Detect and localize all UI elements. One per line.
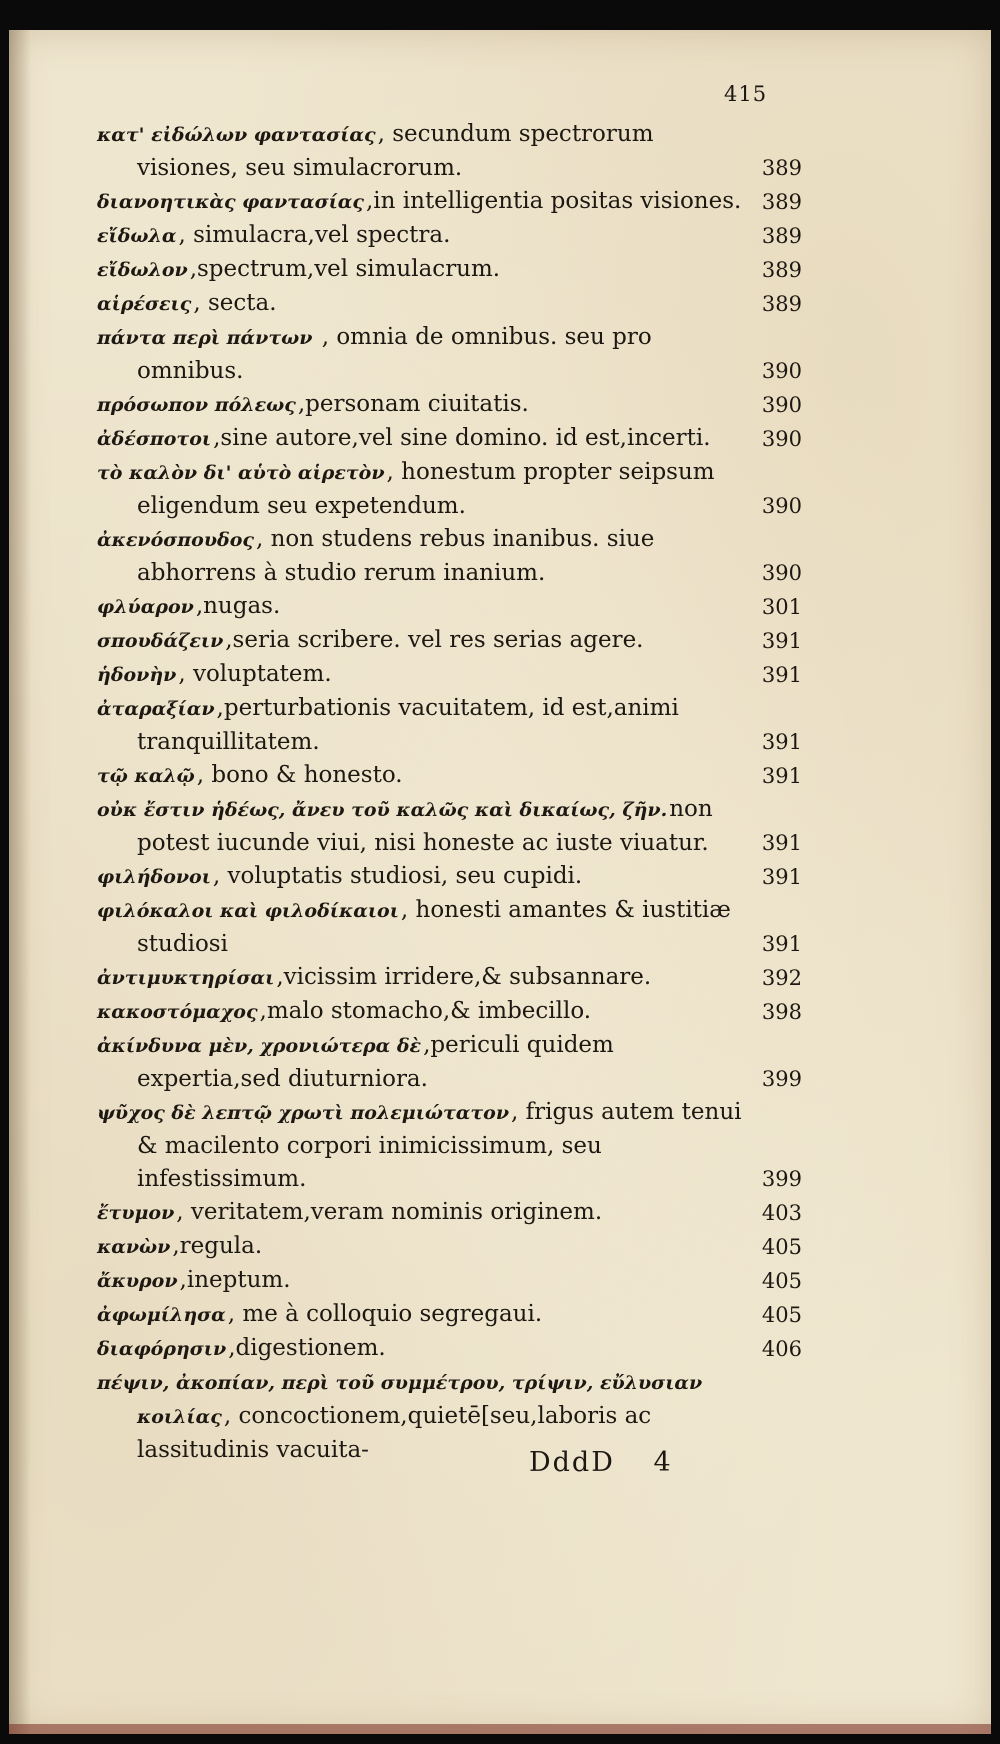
greek-term: εἴδωλα [97, 225, 177, 247]
latin-gloss: , me à colloquio segregaui. [227, 1301, 543, 1327]
page-reference: 390 [761, 427, 802, 451]
greek-term: φλύαρον [97, 596, 194, 618]
index-entry [97, 118, 802, 185]
page-reference: 391 [761, 865, 802, 889]
latin-gloss: , secundum spectrorum visiones, seu simulacrorum. [137, 121, 654, 181]
index-entry [97, 1096, 802, 1196]
greek-term: φιλόκαλοι καὶ φιλοδίκαιοι [97, 900, 399, 922]
page-reference: 391 [761, 663, 802, 687]
latin-gloss: ,personam ciuitatis. [297, 391, 529, 417]
greek-term: πρόσωπον πόλεως [97, 394, 296, 416]
greek-term: ἀφωμίλησα [97, 1304, 226, 1326]
greek-term: κακοστόμαχος [97, 1001, 258, 1023]
latin-gloss: ,digestionem. [228, 1335, 386, 1361]
latin-gloss: , voluptatis studiosi, seu cupidi. [212, 863, 583, 889]
book-page [9, 30, 991, 1734]
index-entry [97, 624, 802, 658]
page-reference: 390 [761, 393, 802, 417]
greek-term: ἀδέσποτοι [97, 428, 212, 450]
latin-gloss: ,perturbationis vacuitatem, id est,animi tranquillitatem. [137, 695, 679, 755]
page-reference: 391 [761, 932, 802, 956]
greek-term: εἴδωλον [97, 259, 188, 281]
latin-gloss: ,nugas. [195, 593, 281, 619]
index-entry [97, 658, 802, 692]
greek-term: ἀντιμυκτηρίσαι [97, 967, 275, 989]
page-reference: 392 [761, 966, 802, 990]
latin-gloss: , omnia de omnibus. seu pro omnibus. [137, 324, 652, 384]
index-entry [97, 1298, 802, 1332]
latin-gloss: ,seria scribere. vel res serias agere. [225, 627, 644, 653]
index-entry [97, 1230, 802, 1264]
latin-gloss: ,periculi quidem expertia,sed diuturniora. [137, 1032, 614, 1092]
index-entry [97, 1366, 802, 1467]
index-entry [97, 1332, 802, 1366]
index-entry [97, 1196, 802, 1230]
greek-term: φιλήδονοι [97, 866, 211, 888]
index-entry [97, 287, 802, 321]
latin-gloss: ,vicissim irridere,& subsannare. [276, 964, 652, 990]
page-reference: 399 [761, 1067, 802, 1091]
index-entry [97, 321, 802, 388]
page-reference: 403 [761, 1201, 802, 1225]
greek-term: κανὼν [97, 1236, 171, 1258]
index-entry [97, 253, 802, 287]
greek-term: σπουδάζειν [97, 630, 224, 652]
greek-term: τῷ καλῷ [97, 765, 195, 787]
index-entry [97, 995, 802, 1029]
page-gutter-shadow [9, 30, 31, 1734]
page-reference: 391 [761, 764, 802, 788]
greek-term: διανοητικὰς φαντασίας [97, 191, 364, 213]
page-reference: 391 [761, 831, 802, 855]
page-reference: 390 [761, 494, 802, 518]
index-entry [97, 793, 802, 860]
page-reference: 389 [761, 292, 802, 316]
greek-term: ἄκυρον [97, 1270, 178, 1292]
signature-letters: DddD [529, 1447, 615, 1478]
latin-gloss: , concoctionem,quietē[seu,laboris ac lassitudinis vacuita- [137, 1403, 652, 1463]
greek-term: ἀκίνδυνα μὲν, χρονιώτερα δὲ [97, 1035, 422, 1057]
greek-term: ἀταραξίαν [97, 698, 215, 720]
index-entry [97, 961, 802, 995]
greek-term: πέψιν, ἀκοπίαν, περὶ τοῦ συμμέτρου, τρίψιν, εὔλυσιαν κοιλίας [97, 1372, 703, 1428]
page-reference: 391 [761, 730, 802, 754]
page-reference: 389 [761, 224, 802, 248]
page-reference: 398 [761, 1000, 802, 1024]
page-reference: 405 [761, 1235, 802, 1259]
page-reference: 389 [761, 190, 802, 214]
latin-gloss: ,in intelligentia positas visiones. [365, 188, 742, 214]
page-reference: 405 [761, 1269, 802, 1293]
index-entry [97, 219, 802, 253]
page-reference: 389 [761, 258, 802, 282]
latin-gloss: , non studens rebus inanibus. siue abhorrens à studio rerum inanium. [137, 526, 655, 586]
greek-term: ψῦχος δὲ λεπτῷ χρωτὶ πολεμιώτατον [97, 1102, 510, 1124]
page-reference: 391 [761, 629, 802, 653]
page-reference: 390 [761, 359, 802, 383]
index-entry [97, 894, 802, 961]
latin-gloss: non potest iucunde viui, nisi honeste ac iuste viuatur. [137, 796, 713, 856]
signature-mark [529, 1447, 673, 1478]
index-entry [97, 523, 802, 590]
latin-gloss: , veritatem,veram nominis originem. [176, 1199, 603, 1225]
index-entries [97, 118, 802, 1467]
index-entry [97, 422, 802, 456]
latin-gloss: , simulacra,vel spectra. [178, 222, 451, 248]
page-reference: 406 [761, 1337, 802, 1361]
index-entry [97, 1264, 802, 1298]
greek-term: κατ' εἰδώλων φαντασίας [97, 124, 376, 146]
greek-term: ἔτυμον [97, 1202, 175, 1224]
page-reference: 399 [761, 1167, 802, 1191]
greek-term: διαφόρησιν [97, 1338, 227, 1360]
latin-gloss: ,malo stomacho,& imbecillo. [259, 998, 592, 1024]
latin-gloss: , honesti amantes & iustitiæ studiosi [137, 897, 731, 957]
page-reference: 390 [761, 561, 802, 585]
index-entry [97, 759, 802, 793]
greek-term: πάντα περὶ πάντων [97, 327, 313, 349]
index-entry [97, 388, 802, 422]
index-entry [97, 590, 802, 624]
latin-gloss: , honestum propter seipsum eligendum seu expetendum. [137, 459, 715, 519]
index-entry [97, 692, 802, 759]
greek-term: οὐκ ἔστιν ἡδέως, ἄνευ τοῦ καλῶς καὶ δικαίως, ζῆν. [97, 799, 668, 821]
latin-gloss: ,sine autore,vel sine domino. id est,incerti. [213, 425, 711, 451]
page-number: 415 [724, 82, 768, 106]
index-entry [97, 860, 802, 894]
latin-gloss: ,regula. [172, 1233, 263, 1259]
latin-gloss: ,ineptum. [179, 1267, 291, 1293]
greek-term: αἱρέσεις [97, 293, 192, 315]
greek-term: ἀκενόσπουδος [97, 529, 254, 551]
index-entry [97, 1029, 802, 1096]
index-entry [97, 456, 802, 523]
page-reference: 389 [761, 156, 802, 180]
page-reference: 301 [761, 595, 802, 619]
page-bottom-edge [9, 1724, 991, 1734]
signature-number: 4 [653, 1447, 673, 1478]
latin-gloss: , voluptatem. [178, 661, 332, 687]
latin-gloss: , bono & honesto. [196, 762, 403, 788]
greek-term: τὸ καλὸν δι' αὑτὸ αἱρετὸν [97, 462, 385, 484]
latin-gloss: , secta. [193, 290, 277, 316]
index-entry [97, 185, 802, 219]
greek-term: ἡδονὴν [97, 664, 177, 686]
latin-gloss: ,spectrum,vel simulacrum. [189, 256, 501, 282]
latin-gloss: , frigus autem tenui & macilento corpori inimicissimum, seu infestissimum. [137, 1099, 742, 1192]
page-reference: 405 [761, 1303, 802, 1327]
